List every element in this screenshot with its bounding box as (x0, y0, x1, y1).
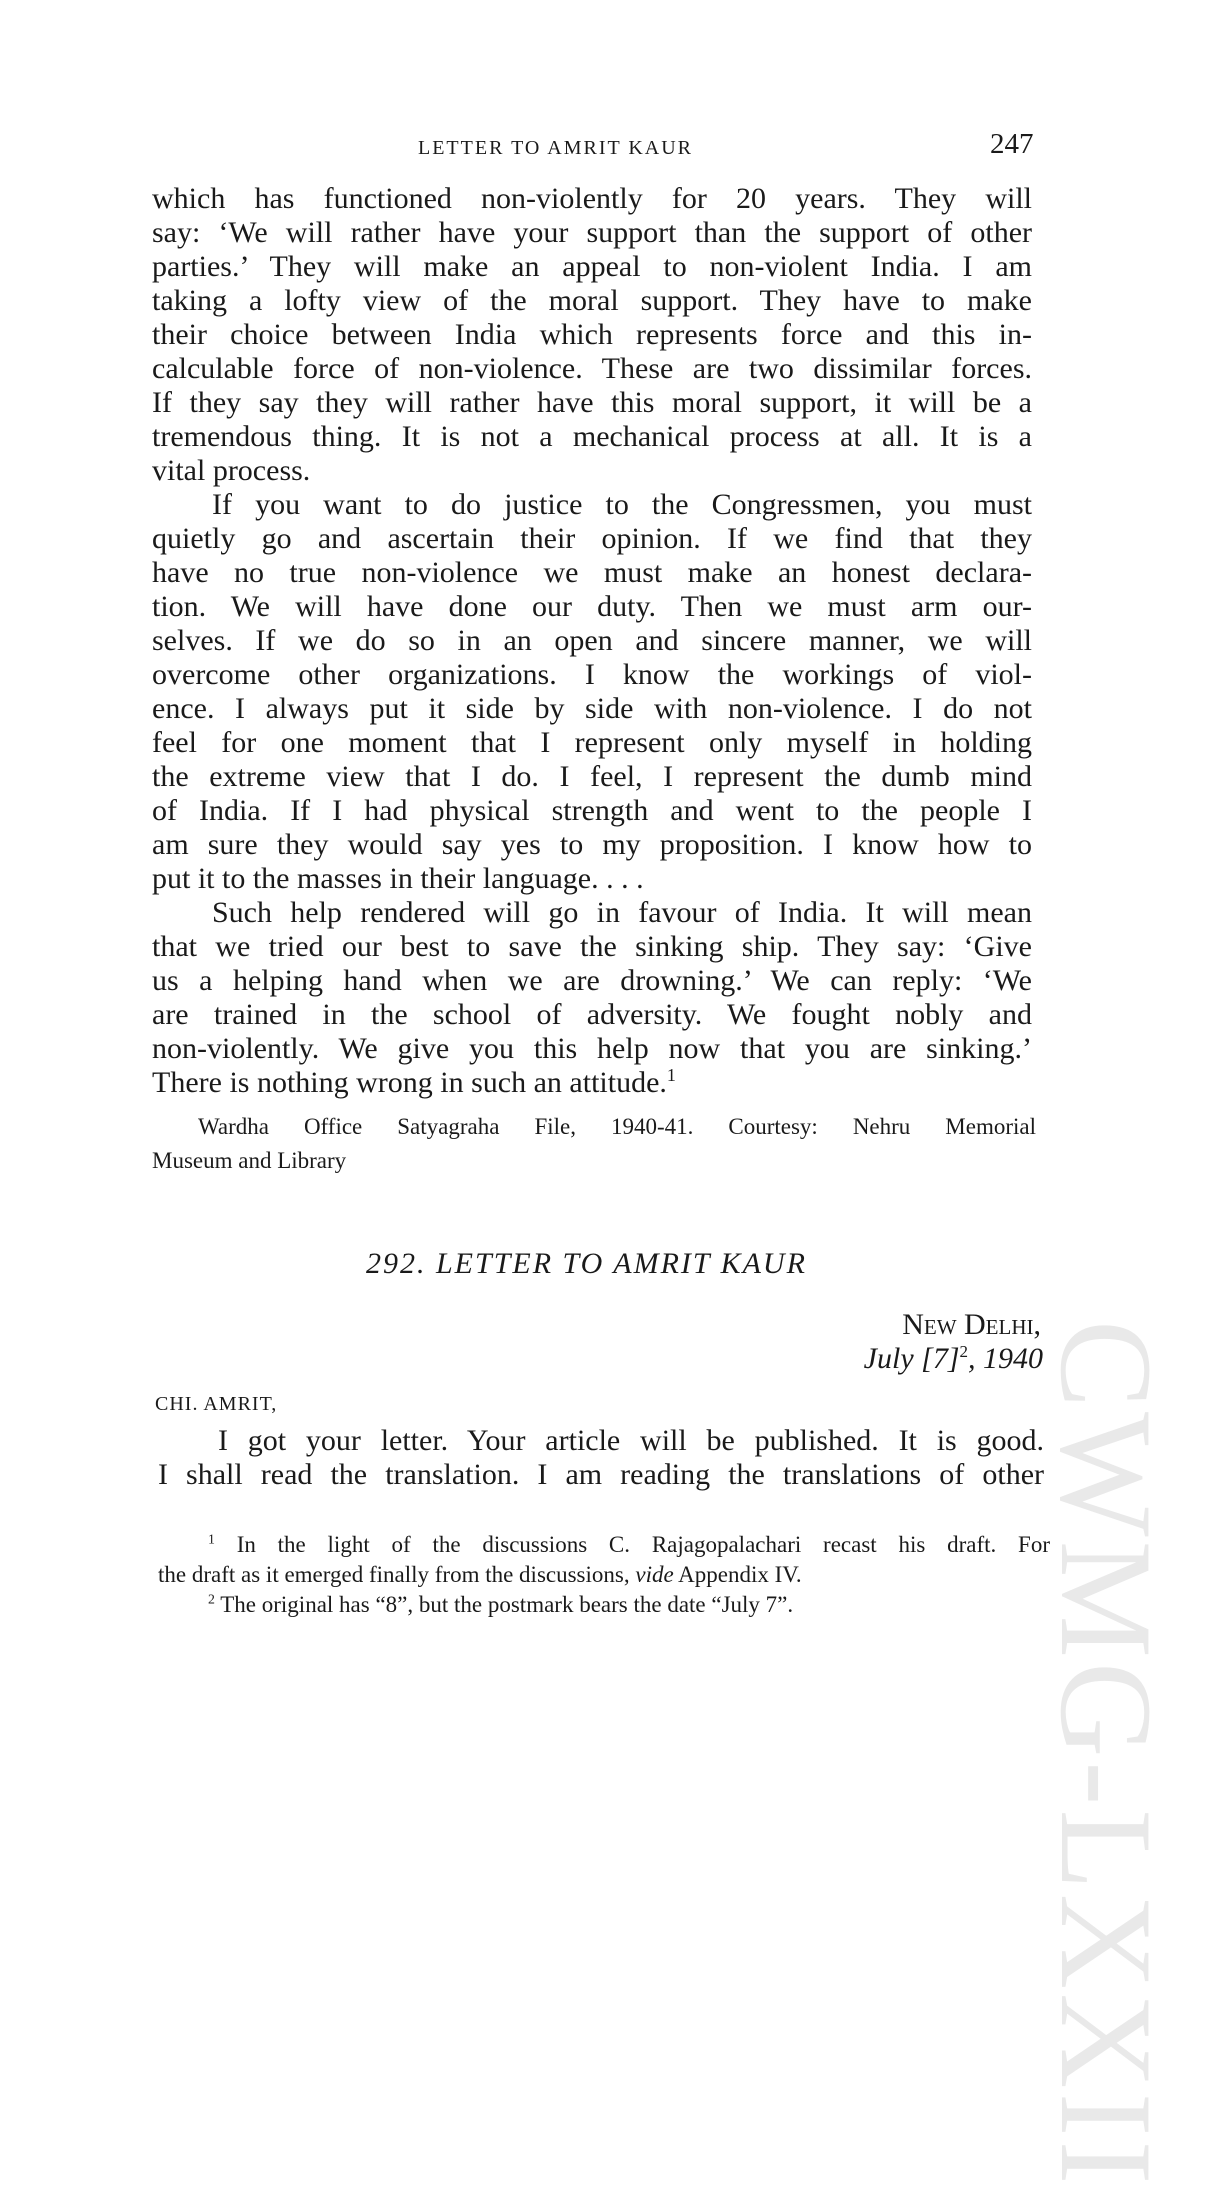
footnote-ref-1: 1 (666, 1065, 676, 1085)
body-line: tremendous thing. It is not a mechanical process at all. It is a (152, 420, 1032, 453)
footnote-1-line-2 (158, 1560, 1050, 1590)
footnote-text: In the light of the discussions C. Rajagopalachari recast his draft. For (214, 1532, 1050, 1557)
running-head: LETTER TO AMRIT KAUR (418, 137, 694, 159)
source-note: Museum and Library (152, 1148, 347, 1173)
body-line: tion. We will have done our duty. Then we must arm our- (152, 590, 1032, 623)
date-month: July [7] (863, 1342, 960, 1375)
body-line: selves. If we do so in an open and sincere manner, we will (152, 624, 1032, 657)
body-line: ence. I always put it side by side with non-violence. I do not (152, 692, 1032, 725)
footnote-ref-2: 2 (959, 1342, 968, 1361)
footnote-italic: vide (635, 1562, 674, 1587)
body-line: the extreme view that I do. I feel, I represent the dumb mind (152, 760, 1032, 793)
body-line: calculable force of non-violence. These are two dissimilar forces. (152, 352, 1032, 385)
body-line: say: ‘We will rather have your support than the support of other (152, 216, 1032, 249)
body-line: quietly go and ascertain their opinion. If we find that they (152, 522, 1032, 555)
body-line: non-violently. We give you this help now that you are sinking.’ (152, 1032, 1032, 1065)
body-line: If they say they will rather have this moral support, it will be a (152, 386, 1032, 419)
body-line (152, 1066, 1032, 1100)
body-line: are trained in the school of adversity. We fought nobly and (152, 998, 1032, 1031)
footnote-text: the draft as it emerged finally from the discussions, (158, 1562, 636, 1587)
body-line: taking a lofty view of the moral support. They have to make (152, 284, 1032, 317)
body-line: feel for one moment that I represent only myself in holding (152, 726, 1032, 759)
footnote-text: The original has “8”, but the postmark bears the date “July 7”. (214, 1592, 794, 1617)
body-line: If you want to do justice to the Congressmen, you must (212, 488, 1032, 521)
letter-place: New Delhi, (902, 1308, 1041, 1341)
body-line: us a helping hand when we are drowning.’ We can reply: ‘We (152, 964, 1032, 997)
body-line: Such help rendered will go in favour of India. It will mean (212, 896, 1032, 929)
page-number: 247 (990, 128, 1034, 160)
body-line: have no true non-violence we must make an honest declara- (152, 556, 1032, 589)
body-line: of India. If I had physical strength and went to the people I (152, 794, 1032, 827)
body-line: their choice between India which represents force and this in- (152, 318, 1032, 351)
body-line: put it to the masses in their language. . . . (152, 862, 644, 895)
footnote-marker: 1 (208, 1531, 215, 1547)
footnote-1 (208, 1530, 1050, 1560)
letter-date (864, 1342, 1043, 1376)
letter-heading: 292. LETTER TO AMRIT KAUR (366, 1247, 807, 1280)
body-line: vital process. (152, 454, 311, 487)
footnote-2 (208, 1590, 1050, 1620)
body-line: overcome other organizations. I know the workings of viol- (152, 658, 1032, 691)
footnote-marker: 2 (208, 1591, 215, 1607)
letter-line: I got your letter. Your article will be published. It is good. (218, 1424, 1044, 1457)
body-line: parties.’ They will make an appeal to non-violent India. I am (152, 250, 1032, 283)
salutation: CHI. AMRIT, (155, 1393, 278, 1415)
footnote-text: Appendix IV. (673, 1562, 802, 1587)
date-year: , 1940 (968, 1342, 1043, 1375)
watermark: CWMG-LXXII (1033, 1320, 1180, 2188)
letter-line: I shall read the translation. I am reading the translations of other (158, 1458, 1044, 1491)
body-line-text: There is nothing wrong in such an attitude. (152, 1066, 667, 1099)
body-line: that we tried our best to save the sinking ship. They say: ‘Give (152, 930, 1032, 963)
body-line: which has functioned non-violently for 20 years. They will (152, 182, 1032, 215)
body-line: am sure they would say yes to my proposition. I know how to (152, 828, 1032, 861)
source-note: Wardha Office Satyagraha File, 1940-41. Courtesy: Nehru Memorial (198, 1114, 1036, 1139)
